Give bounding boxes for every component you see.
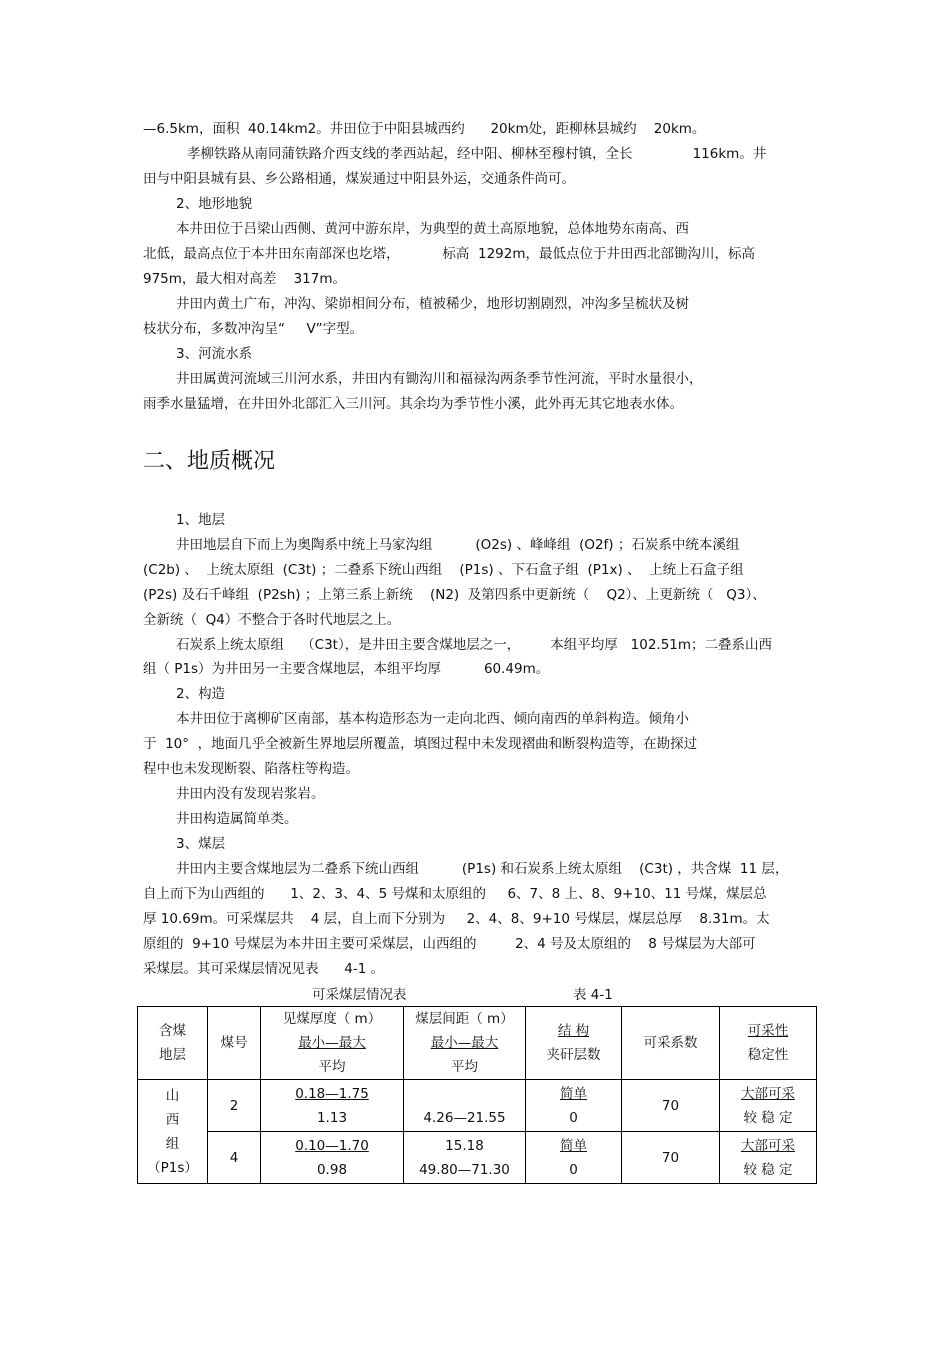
cell-structure: 简单 0 xyxy=(526,1080,622,1132)
header-stratum: 含煤 地层 xyxy=(138,1007,208,1080)
cell-thickness: 0.10—1.70 0.98 xyxy=(261,1132,404,1184)
text-line: 975m，最大相对高差 317m。 xyxy=(143,271,347,287)
text-line: 井田内主要含煤地层为二叠系下统山西组 (P1s) 和石炭系上统太原组 (C3t) ，共含煤 11 层， xyxy=(176,861,789,877)
table-row xyxy=(138,1132,817,1184)
cell-spacing: 4.26—21.55 xyxy=(404,1080,526,1132)
cell-seam: 2 xyxy=(208,1080,261,1132)
text-line: 组（ P1s）为井田另一主要含煤地层，本组平均厚 60.49m。 xyxy=(143,661,550,677)
cell-spacing: 15.18 49.80—71.30 xyxy=(404,1132,526,1184)
text-line: 井田属黄河流域三川河水系，井田内有锄沟川和福禄沟两条季节性河流，平时水量很小， xyxy=(176,371,703,387)
cell-stability: 大部可采 较 稳 定 xyxy=(720,1132,817,1184)
coal-seam-table xyxy=(137,1006,817,1184)
text-line: 本井田位于离柳矿区南部，基本构造形态为一走向北西、倾向南西的单斜构造。倾角小 xyxy=(176,711,689,727)
header-seam: 煤号 xyxy=(208,1007,261,1080)
header-stability: 可采性 稳定性 xyxy=(720,1007,817,1080)
text-line: 田与中阳县城有县、乡公路相通，煤炭通过中阳县外运，交通条件尚可。 xyxy=(143,171,575,187)
text-line: (C2b) 、 上统太原组 (C3t) ；二叠系下统山西组 (P1s) 、下石盒子组 (P1x) 、 上统上石盒子组 xyxy=(143,562,744,578)
subheading: 2、构造 xyxy=(176,686,226,702)
text-line: 本井田位于吕梁山西侧、黄河中游东岸，为典型的黄土高原地貌，总体地势东南高、西 xyxy=(176,221,689,237)
cell-structure: 简单 0 xyxy=(526,1132,622,1184)
table-number: 表 4-1 xyxy=(573,987,613,1003)
text-line: 程中也未发现断裂、陷落柱等构造。 xyxy=(143,761,359,777)
text-line: 雨季水量猛增，在井田外北部汇入三川河。其余均为季节性小溪，此外再无其它地表水体。 xyxy=(143,396,683,412)
header-structure: 结 构 夹矸层数 xyxy=(526,1007,622,1080)
text-line: 石炭系上统太原组 （C3t），是井田主要含煤地层之一， 本组平均厚 102.51m；二叠系山西 xyxy=(176,637,773,653)
text-line: 井田构造属简单类。 xyxy=(176,811,298,827)
header-spacing: 煤层间距（ m） 最小—最大 平均 xyxy=(404,1007,526,1080)
cell-thickness: 0.18—1.75 1.13 xyxy=(261,1080,404,1132)
text-line: 井田内没有发现岩浆岩。 xyxy=(176,786,325,802)
text-line: 北低，最高点位于本井田东南部深也圪塔， 标高 1292m，最低点位于井田西北部锄沟川，标高 xyxy=(143,246,756,262)
text-line: 自上而下为山西组的 1、2、3、4、5 号煤和太原组的 6、7、8 上、8、9+10、11 号煤，煤层总 xyxy=(143,886,767,902)
text-line: 原组的 9+10 号煤层为本井田主要可采煤层，山西组的 2、4 号及太原组的 8 号煤层为大部可 xyxy=(143,936,756,952)
subheading: 1、地层 xyxy=(176,512,226,528)
text-line: 采煤层。其可采煤层情况见表 4-1 。 xyxy=(143,961,385,977)
subheading: 3、河流水系 xyxy=(176,346,253,362)
cell-coefficient: 70 xyxy=(622,1080,720,1132)
text-line: 全新统（ Q4）不整合于各时代地层之上。 xyxy=(143,612,401,628)
header-coefficient: 可采系数 xyxy=(622,1007,720,1080)
text-line: 于 10° ，地面几乎全被新生界地层所覆盖，填图过程中未发现褶曲和断裂构造等，在勘探过 xyxy=(143,736,698,752)
section-heading: 二、地质概况 xyxy=(143,449,276,474)
cell-seam: 4 xyxy=(208,1132,261,1184)
text-line: 孝柳铁路从南同蒲铁路介西支线的孝西站起，经中阳、柳林至穆村镇，全长 116km。井 xyxy=(187,146,767,162)
subheading: 2、地形地貌 xyxy=(176,196,253,212)
text-line: 井田地层自下而上为奥陶系中统上马家沟组 (O2s) 、峰峰组 (O2f) ；石炭系中统本溪组 xyxy=(176,537,740,553)
text-line: 厚 10.69m。可采煤层共 4 层，自上而下分别为 2、4、8、9+10 号煤层，煤层总厚 8.31m。太 xyxy=(143,911,770,927)
table-header-row xyxy=(138,1007,817,1080)
text-line: 井田内黄土广布，冲沟、梁峁相间分布，植被稀少，地形切割剧烈，冲沟多呈梳状及树 xyxy=(176,296,689,312)
text-line: 枝状分布，多数冲沟呈“ V”字型。 xyxy=(143,321,364,337)
text-line: (P2s) 及石千峰组 (P2sh) ；上第三系上新统 (N2) 及第四系中更新统（ Q2）、上更新统（ Q3）、 xyxy=(143,587,766,603)
cell-group: 山 西 组 （P1s） xyxy=(138,1080,208,1184)
cell-coefficient: 70 xyxy=(622,1132,720,1184)
text-line: —6.5km，面积 40.14km2。井田位于中阳县城西约 20km处，距柳林县城约 20km。 xyxy=(143,121,706,137)
table-row xyxy=(138,1080,817,1132)
subheading: 3、煤层 xyxy=(176,836,226,852)
table-title: 可采煤层情况表 xyxy=(312,987,407,1003)
cell-stability: 大部可采 较 稳 定 xyxy=(720,1080,817,1132)
header-thickness: 见煤厚度（ m） 最小—最大 平均 xyxy=(261,1007,404,1080)
